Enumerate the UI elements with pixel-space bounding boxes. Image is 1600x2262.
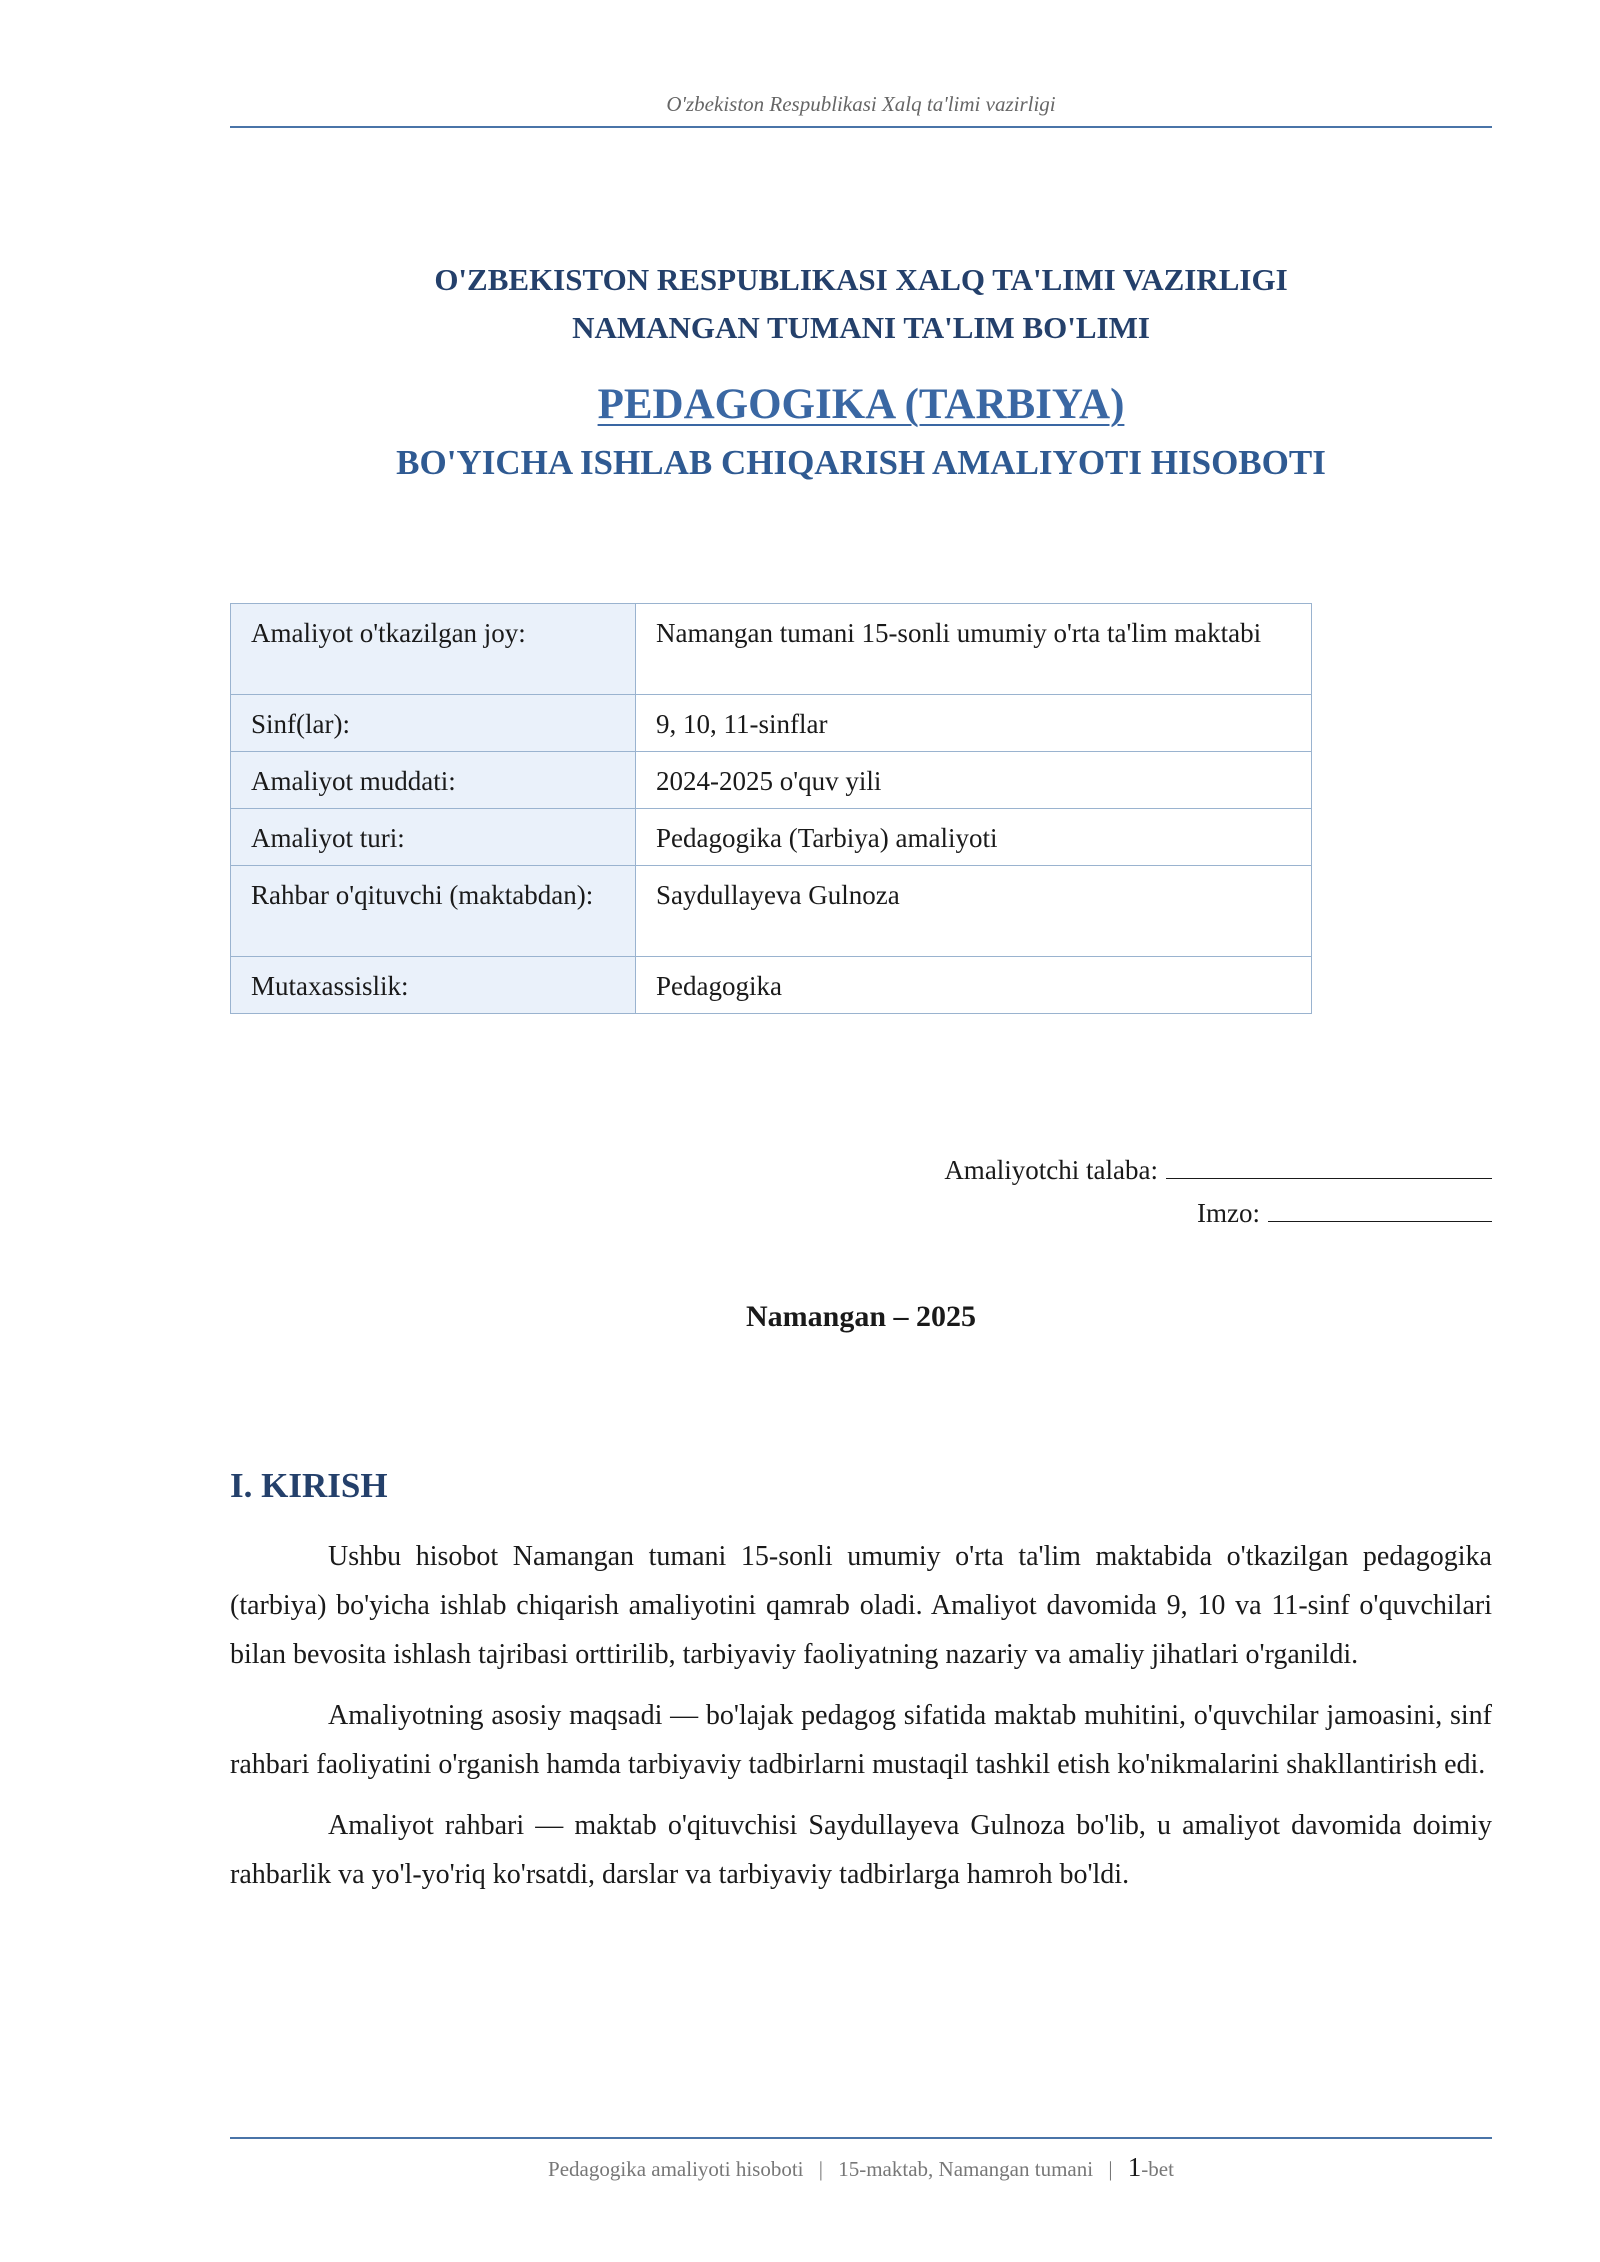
ministry-name: O'ZBEKISTON RESPUBLIKASI XALQ TA'LIMI VAZIRLIGI: [434, 262, 1288, 297]
signature-label: Imzo:: [1197, 1198, 1260, 1228]
footer-school: 15-maktab, Namangan tumani: [838, 2157, 1094, 2181]
table-row: [231, 809, 1312, 866]
practice-info-table: [230, 603, 1312, 1014]
footer-separator: |: [818, 2157, 823, 2181]
introduction-text: [230, 1532, 1492, 1911]
row-label: Rahbar o'qituvchi (maktabdan):: [231, 866, 636, 957]
running-header: O'zbekiston Respublikasi Xalq ta'limi vazirligi: [666, 92, 1056, 116]
footer-separator: |: [1108, 2157, 1113, 2181]
report-title: PEDAGOGIKA (TARBIYA): [597, 381, 1125, 428]
table-row: [231, 866, 1312, 957]
footer-report-name: Pedagogika amaliyoti hisoboti: [548, 2157, 804, 2181]
table-row: [231, 604, 1312, 695]
row-value: Pedagogika: [636, 957, 1312, 1014]
row-value: Saydullayeva Gulnoza: [636, 866, 1312, 957]
paragraph: Ushbu hisobot Namangan tumani 15-sonli umumiy o'rta ta'lim maktabida o'tkazilgan pedagogika (tarbiya) bo'yicha ishlab chiqarish amaliyotini qamrab oladi. Amaliyot davomida 9, 10 va 11-sinf o'quvchilari bilan bevosita ishlash tajribasi orttirilib, tarbiyaviy faoliyatning nazariy va amaliy jihatlari o'rganildi.: [230, 1541, 1492, 1670]
row-value: Pedagogika (Tarbiya) amaliyoti: [636, 809, 1312, 866]
row-label: Mutaxassislik:: [231, 957, 636, 1014]
table-row: [231, 957, 1312, 1014]
department-name: NAMANGAN TUMANI TA'LIM BO'LIMI: [572, 310, 1150, 345]
student-signature-line: [944, 1153, 1492, 1186]
row-value: Namangan tumani 15-sonli umumiy o'rta ta'lim maktabi: [636, 604, 1312, 695]
table-row: [231, 695, 1312, 752]
header-rule: [230, 126, 1492, 128]
page-footer: [230, 2152, 1492, 2183]
row-value: 9, 10, 11-sinflar: [636, 695, 1312, 752]
page-suffix: -bet: [1141, 2157, 1174, 2181]
row-label: Amaliyot turi:: [231, 809, 636, 866]
footer-rule: [230, 2137, 1492, 2139]
student-label: Amaliyotchi talaba:: [944, 1155, 1158, 1185]
row-value: 2024-2025 o'quv yili: [636, 752, 1312, 809]
row-label: Amaliyot muddati:: [231, 752, 636, 809]
ministry-block: [230, 256, 1492, 352]
row-label: Sinf(lar):: [231, 695, 636, 752]
section-heading: I. KIRISH: [230, 1466, 388, 1505]
page-number: 1: [1127, 2152, 1142, 2182]
student-name-blank: [1166, 1153, 1492, 1179]
report-subtitle: BO'YICHA ISHLAB CHIQARISH AMALIYOTI HISOBOTI: [396, 443, 1326, 482]
signature-blank: [1268, 1196, 1492, 1222]
table-row: [231, 752, 1312, 809]
paragraph: Amaliyotning asosiy maqsadi — bo'lajak pedagog sifatida maktab muhitini, o'quvchilar jamoasini, sinf rahbari faoliyatini o'rganish hamda tarbiyaviy tadbirlarni mustaqil tashkil etish ko'nikmalarini shakllantirish edi.: [230, 1700, 1492, 1780]
paragraph: Amaliyot rahbari — maktab o'qituvchisi Saydullayeva Gulnoza bo'lib, u amaliyot davomida doimiy rahbarlik va yo'l-yo'riq ko'rsatdi, darslar va tarbiyaviy tadbirlarga hamroh bo'ldi.: [230, 1810, 1492, 1890]
row-label: Amaliyot o'tkazilgan joy:: [231, 604, 636, 695]
city-year: Namangan – 2025: [745, 1300, 977, 1333]
signature-line: [1197, 1196, 1492, 1229]
